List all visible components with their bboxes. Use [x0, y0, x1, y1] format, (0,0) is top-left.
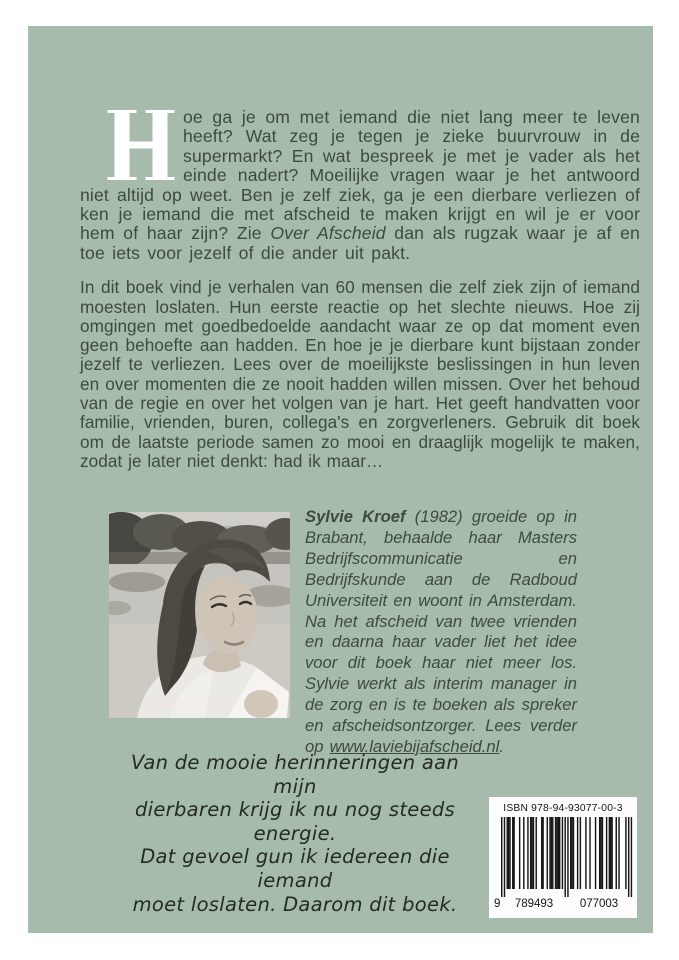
barcode-bars-icon [501, 817, 632, 897]
quote-line-4: moet loslaten. Daarom dit boek. [132, 892, 458, 916]
barcode-digit-first: 9 [494, 898, 501, 909]
author-name: Sylvie Kroef [305, 507, 406, 526]
barcode-digits-right: 077003 [579, 898, 619, 909]
handwritten-quote [110, 751, 480, 916]
cover-background [28, 26, 653, 933]
isbn-barcode-label [489, 797, 637, 918]
author-photo [109, 512, 290, 718]
quote-line-3: Dat gevoel gun ik iedereen die iemand [140, 845, 450, 892]
isbn-text: ISBN 978-94-93077-00-3 [503, 803, 623, 814]
intro-p1-start: oe ga je om met iemand die niet lang meer te leven heeft? Wat zeg je tegen je zieke buurvrouw in de supermarkt? En wat bespreek je met je vader als het einde nadert? Moeilijke vragen waar je het antwoord niet altijd op weet. Ben je zelf ziek, ga je een dierbare verliezen of ken je iemand die met afscheid te maken krijgt en wil je er voor hem of haar zijn? Zie [80, 107, 640, 244]
quote-line-2: dierbaren krijg ik nu nog steeds energie. [134, 798, 456, 845]
bio-text-2: . [499, 736, 504, 756]
intro-p1-end: dan als rugzak waar je af en toe iets voor jezelf of die ander uit pakt. [80, 223, 640, 263]
intro-block [80, 108, 640, 471]
drop-cap-h-icon [107, 110, 175, 180]
bio-text-1: (1982) groeide op in Brabant, behaalde haar Masters Bedrijfscommunicatie en Bedrijfskunde aan de Radboud Universiteit en woont in Amsterdam. Na het afscheid van twee vrienden en daarna haar vader liet het idee voor dit boek haar niet meer los. Sylvie werkt als interim manager in de zorg en is te boeken als spreker en afscheidsontzorger. Lees verder op [305, 507, 578, 756]
author-bio [305, 507, 577, 758]
barcode-digits-left: 789493 [514, 898, 554, 909]
intro-paragraph-2: In dit boek vind je verhalen van 60 mensen die zelf ziek zijn of iemand moesten loslaten. Hun eerste reactie op het slechte nieuws. Hoe zij omgingen met goedbedoelde aandacht waar ze op dat moment even geen behoefte aan hadden. En hoe je je dierbare kunt bijstaan zonder jezelf te verliezen. Lees over de moeilijkste beslissingen in hun leven en over momenten die ze nooit hadden willen missen. Over het behoud van de regie en over het volgen van je hart. Het geeft handvatten voor familie, vrienden, buren, collega's en zorgverleners. Gebruik dit boek om de laatste periode samen zo mooi en draaglijk mogelijk te maken, zodat je later niet denkt: had ik maar… [80, 277, 640, 471]
quote-line-1: Van de mooie herinneringen aan mijn [130, 751, 460, 798]
intro-paragraph-1 [80, 108, 640, 263]
book-title-mention: Over Afscheid [270, 223, 386, 244]
website-link[interactable]: www.laviebijafscheid.nl [329, 736, 500, 756]
